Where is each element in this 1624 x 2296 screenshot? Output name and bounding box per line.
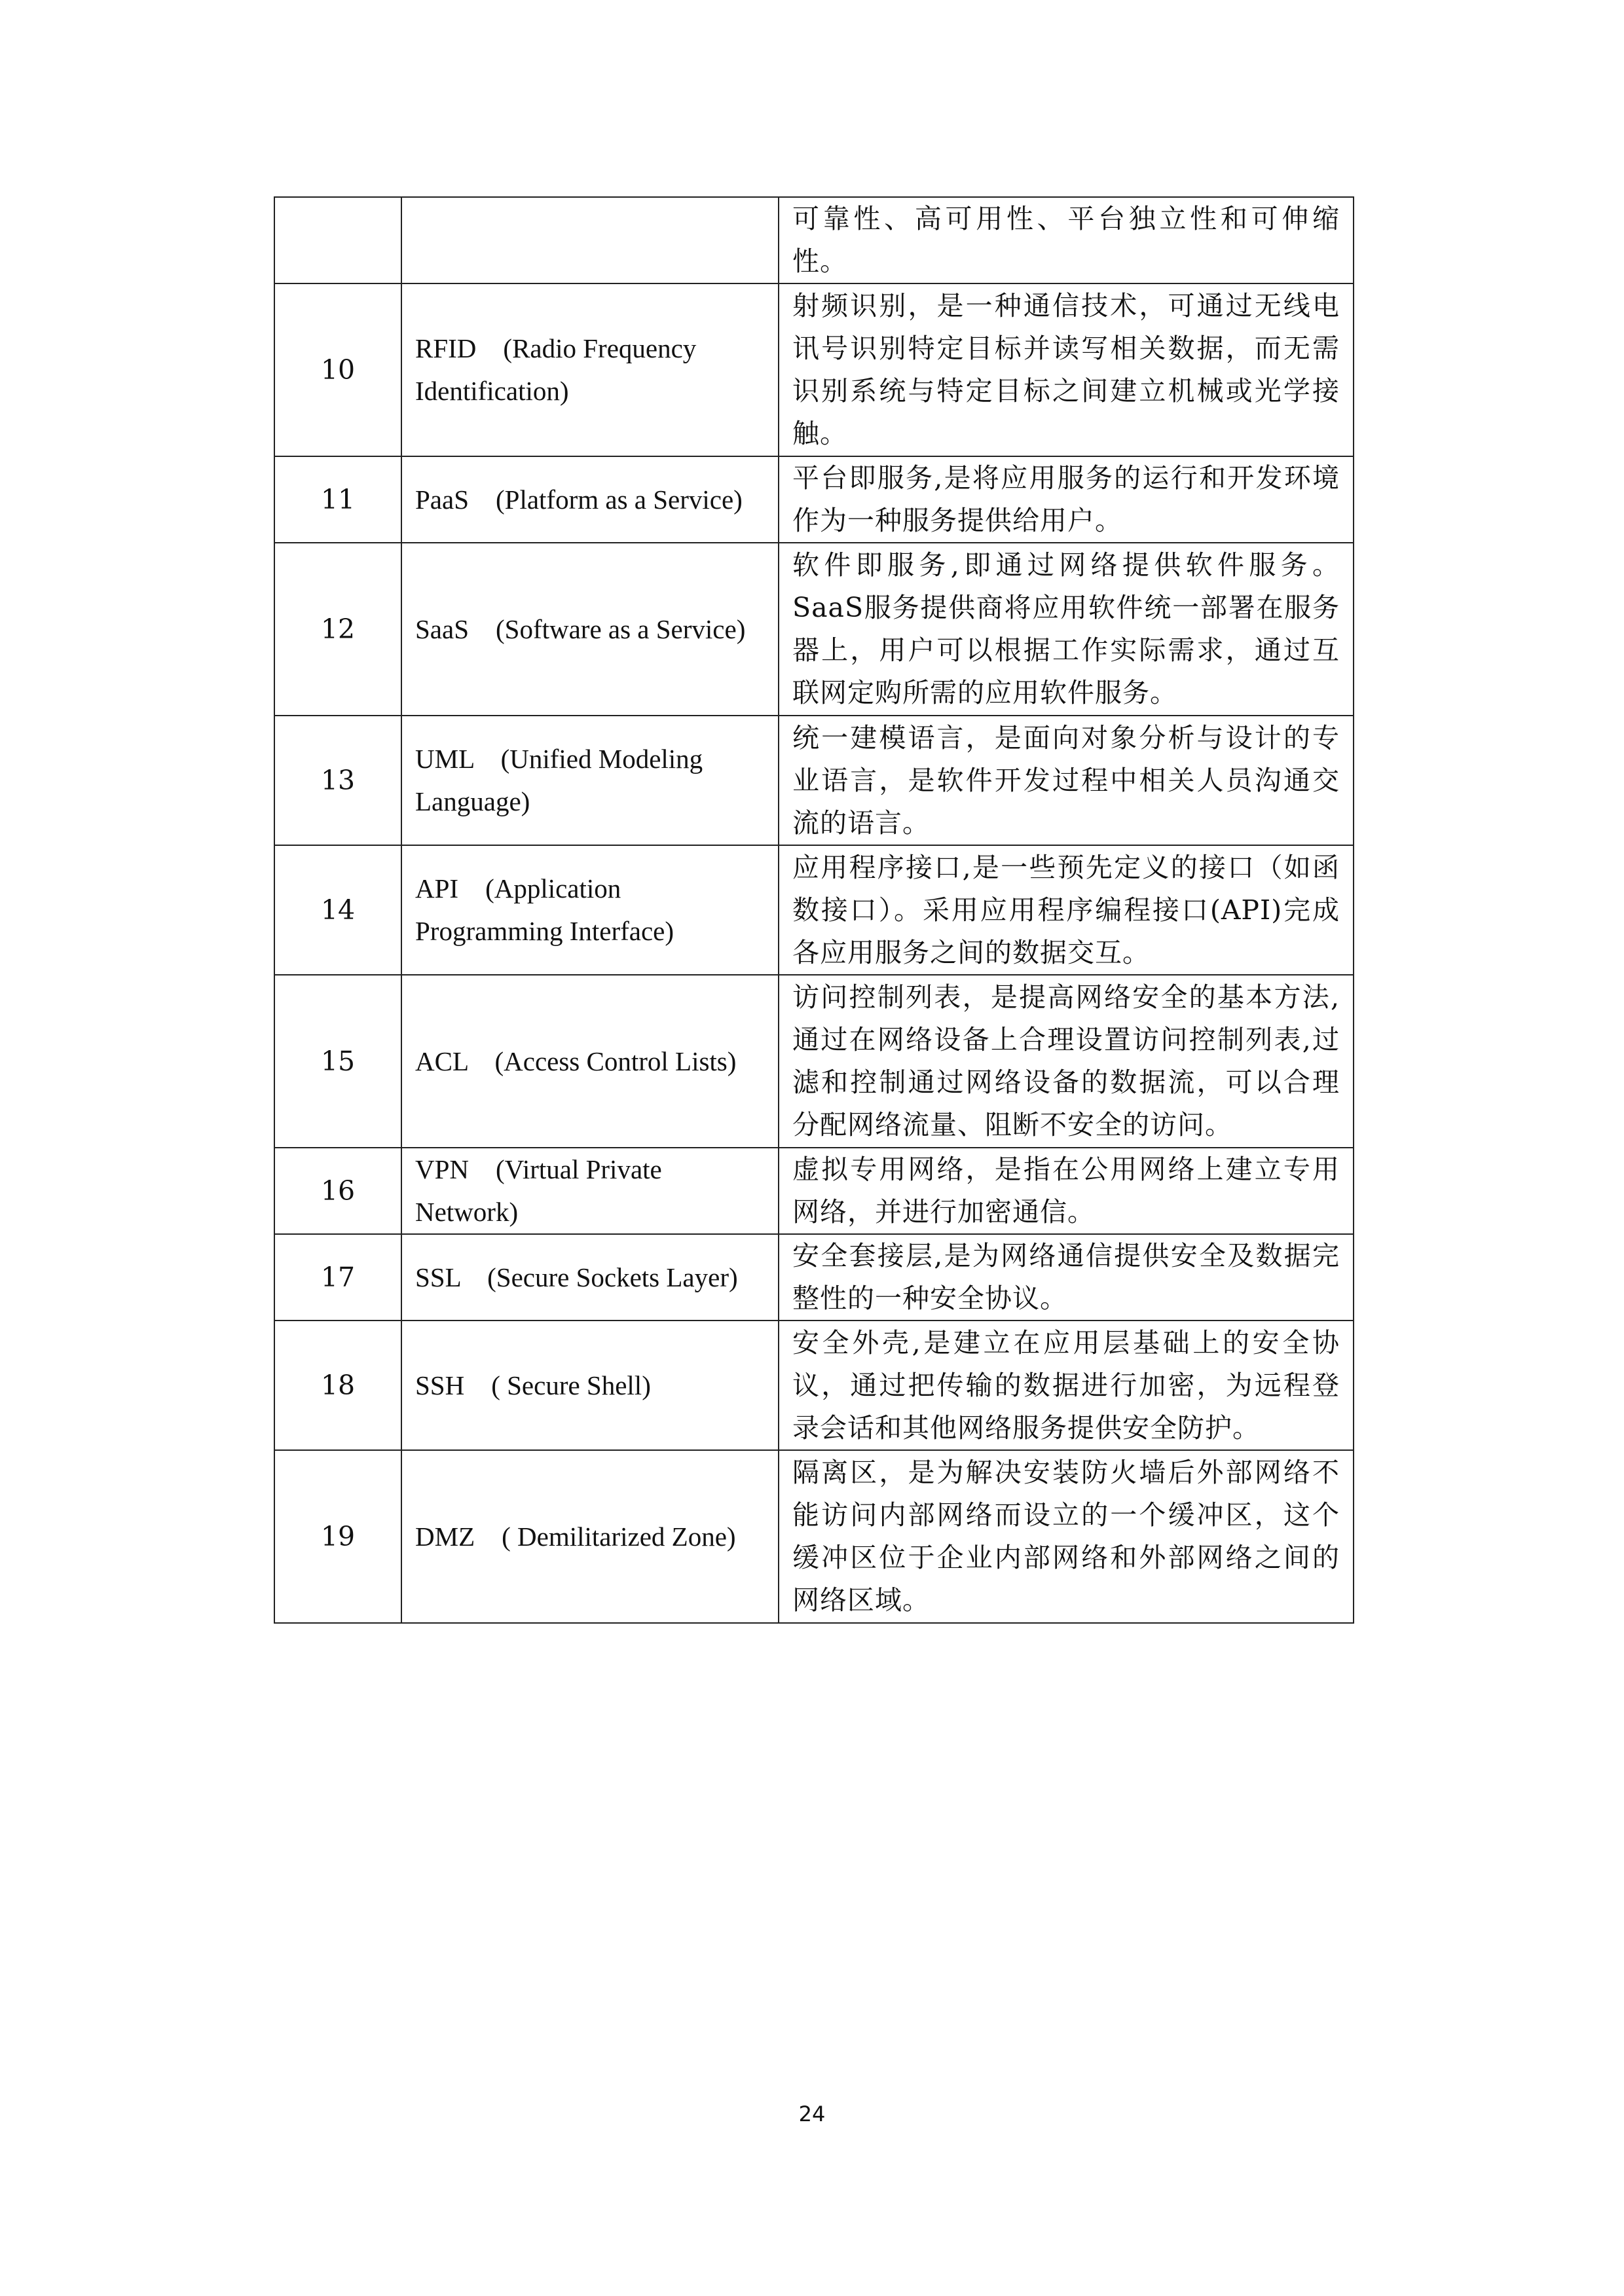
term-cell: UML (Unified Modeling Language): [401, 716, 779, 845]
description-cell: 统一建模语言，是面向对象分析与设计的专业语言，是软件开发过程中相关人员沟通交流的语言。: [779, 716, 1354, 845]
description-cell: 射频识别，是一种通信技术，可通过无线电讯号识别特定目标并读写相关数据，而无需识别系统与特定目标之间建立机械或光学接触。: [779, 283, 1354, 456]
term-cell: SSL (Secure Sockets Layer): [401, 1234, 779, 1321]
table-row: [274, 1234, 1354, 1321]
table-row: [274, 1321, 1354, 1450]
row-number: 12: [274, 543, 401, 716]
description-cell: 软件即服务,即通过网络提供软件服务。SaaS服务提供商将应用软件统一部署在服务器上，用户可以根据工作实际需求，通过互联网定购所需的应用软件服务。: [779, 543, 1354, 716]
term-cell: SSH ( Secure Shell): [401, 1321, 779, 1450]
row-number: 18: [274, 1321, 401, 1450]
row-number: 17: [274, 1234, 401, 1321]
description-cell: 访问控制列表，是提高网络安全的基本方法,通过在网络设备上合理设置访问控制列表,过滤和控制通过网络设备的数据流，可以合理分配网络流量、阻断不安全的访问。: [779, 975, 1354, 1148]
row-number: 14: [274, 845, 401, 975]
term-cell: RFID (Radio Frequency Identification): [401, 283, 779, 456]
page-number: 24: [798, 2102, 826, 2126]
glossary-table: [274, 196, 1354, 1624]
row-number: 11: [274, 456, 401, 543]
term-cell: API (Application Programming Interface): [401, 845, 779, 975]
description-cell: 安全套接层,是为网络通信提供安全及数据完整性的一种安全协议。: [779, 1234, 1354, 1321]
term-cell: PaaS (Platform as a Service): [401, 456, 779, 543]
term-cell: VPN (Virtual Private Network): [401, 1148, 779, 1234]
table-row: [274, 283, 1354, 456]
description-cell: 隔离区，是为解决安装防火墙后外部网络不能访问内部网络而设立的一个缓冲区，这个缓冲区位于企业内部网络和外部网络之间的网络区域。: [779, 1450, 1354, 1623]
row-number: [274, 197, 401, 283]
description-cell: 虚拟专用网络，是指在公用网络上建立专用网络，并进行加密通信。: [779, 1148, 1354, 1234]
table-row: [274, 716, 1354, 845]
table-row: [274, 975, 1354, 1148]
description-cell: 安全外壳,是建立在应用层基础上的安全协议，通过把传输的数据进行加密，为远程登录会话和其他网络服务提供安全防护。: [779, 1321, 1354, 1450]
row-number: 13: [274, 716, 401, 845]
row-number: 10: [274, 283, 401, 456]
table-row: [274, 543, 1354, 716]
table-row: [274, 197, 1354, 283]
term-cell: ACL (Access Control Lists): [401, 975, 779, 1148]
term-cell: [401, 197, 779, 283]
table-row: [274, 1148, 1354, 1234]
term-cell: DMZ ( Demilitarized Zone): [401, 1450, 779, 1623]
description-cell: 平台即服务,是将应用服务的运行和开发环境作为一种服务提供给用户。: [779, 456, 1354, 543]
row-number: 19: [274, 1450, 401, 1623]
description-cell: 应用程序接口,是一些预先定义的接口（如函数接口）。采用应用程序编程接口(API)完成各应用服务之间的数据交互。: [779, 845, 1354, 975]
row-number: 16: [274, 1148, 401, 1234]
table-row: [274, 845, 1354, 975]
table-row: [274, 456, 1354, 543]
description-cell: 可靠性、高可用性、平台独立性和可伸缩性。: [779, 197, 1354, 283]
row-number: 15: [274, 975, 401, 1148]
term-cell: SaaS (Software as a Service): [401, 543, 779, 716]
table-row: [274, 1450, 1354, 1623]
